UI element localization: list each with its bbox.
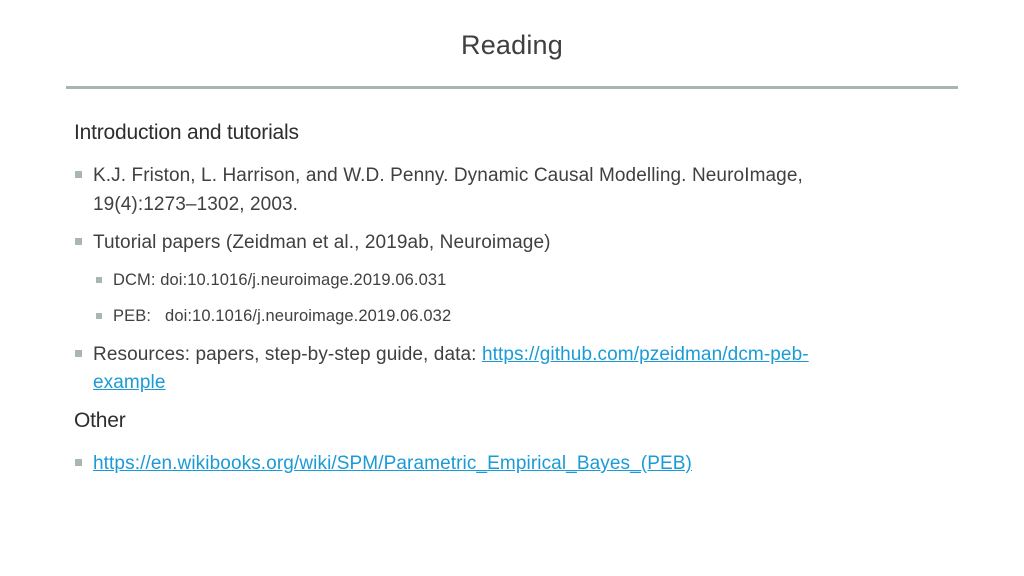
list-item-resources [93,341,809,369]
bullet-icon [75,459,82,466]
list-item-wikibooks [93,450,692,478]
slide-title: Reading [461,30,563,60]
section-heading-intro: Introduction and tutorials [74,121,299,144]
sub-bullet-icon [96,313,102,319]
list-item-text: K.J. Friston, L. Harrison, and W.D. Penny. Dynamic Causal Modelling. NeuroImage, [93,165,803,186]
sub-bullet-icon [96,277,102,283]
bullet-icon [75,350,82,357]
list-item-text: 19(4):1273–1302, 2003. [93,194,299,215]
github-link-cont[interactable]: example [93,372,166,393]
resources-label: Resources: papers, step-by-step guide, data: [93,344,482,365]
sub-item-text: DCM: doi:10.1016/j.neuroimage.2019.06.031 [113,271,447,289]
list-item-friston-cont [93,191,298,219]
list-item-tutorials [93,229,551,257]
section-heading-other: Other [74,409,126,432]
wikibooks-link[interactable]: https://en.wikibooks.org/wiki/SPM/Parametric_Empirical_Bayes_(PEB) [93,453,692,474]
list-item-text: Tutorial papers (Zeidman et al., 2019ab, Neuroimage) [93,232,551,253]
sub-item-dcm [113,266,446,294]
bullet-icon [75,171,82,178]
list-item-resources-cont [93,369,166,397]
sub-item-text: PEB: doi:10.1016/j.neuroimage.2019.06.032 [113,307,452,325]
title-divider [66,86,958,89]
bullet-icon [75,238,82,245]
github-link[interactable]: https://github.com/pzeidman/dcm-peb- [481,344,809,365]
sub-item-peb [113,302,451,330]
list-item-friston [93,162,803,190]
